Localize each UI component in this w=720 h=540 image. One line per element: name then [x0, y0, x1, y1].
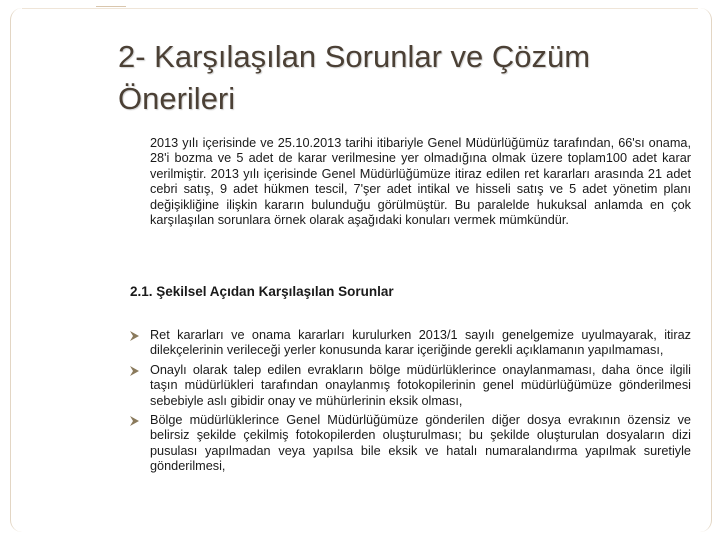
bullet-item — [130, 328, 691, 359]
bullet-item — [130, 363, 691, 409]
arrow-bullet-icon — [130, 366, 139, 376]
slide-title: 2- Karşılaşılan Sorunlar ve Çözüm Önerileri — [118, 39, 591, 116]
bullet-list — [130, 328, 691, 479]
bullet-text: Bölge müdürlüklerince Genel Müdürlüğümüze gönderilen diğer dosya evrakının özensiz ve belirsiz şekilde çekilmiş fotokopilerden oluşturulması; bu şekilde oluşturulan dosyaların dizi pusulası yapılmadan veya yapılsa bile eksik ve hatalı numaralandırma yapılmak suretiyle gönderilmesi, — [150, 413, 691, 474]
arrow-bullet-icon — [130, 331, 139, 341]
bullet-text: Onaylı olarak talep edilen evrakların bölge müdürlüklerince onaylanmaması, daha önce ilgili taşın müdürlükleri tarafından onaylanmış fotokopilerinin genel müdürlüğümüze gönderilmesi sebebiyle aslı gibidir onay ve mühürlerinin eksik olması, — [150, 362, 691, 408]
section-heading: 2.1. Şekilsel Açıdan Karşılaşılan Sorunlar — [130, 284, 394, 299]
intro-paragraph: 2013 yılı içerisinde ve 25.10.2013 tarihi itibariyle Genel Müdürlüğümüz tarafından, 66'sı onama, 28'i bozma ve 5 adet de karar verilmesine yer olmadığına olmak üzere toplam100 adet karar verilmiştir. 2013 yılı içerisinde Genel Müdürlüğümüze itiraz edilen ret kararları arasında 21 adet cebri satış, 9 adet hükmen tescil, 7'şer adet intikal ve hisseli satış ve 5 adet yönetim planı değişikliğine ilişkin kararın bulunduğu görülmüştür. Bu paralelde hukuksal anlamda en çok karşılaşılan sorunlara örnek olarak aşağıdaki konuları vermek mümkündür. — [150, 136, 691, 228]
decorative-accent-line — [96, 6, 126, 11]
bullet-item — [130, 413, 691, 475]
arrow-bullet-icon — [130, 416, 139, 426]
bullet-text: Ret kararları ve onama kararları kurulurken 2013/1 sayılı genelgemize uyulmayarak, itiraz dilekçelerinin verileceği yerler konusunda karar içeriğinde gerekli açıklamanın yapılmaması, — [150, 328, 691, 358]
